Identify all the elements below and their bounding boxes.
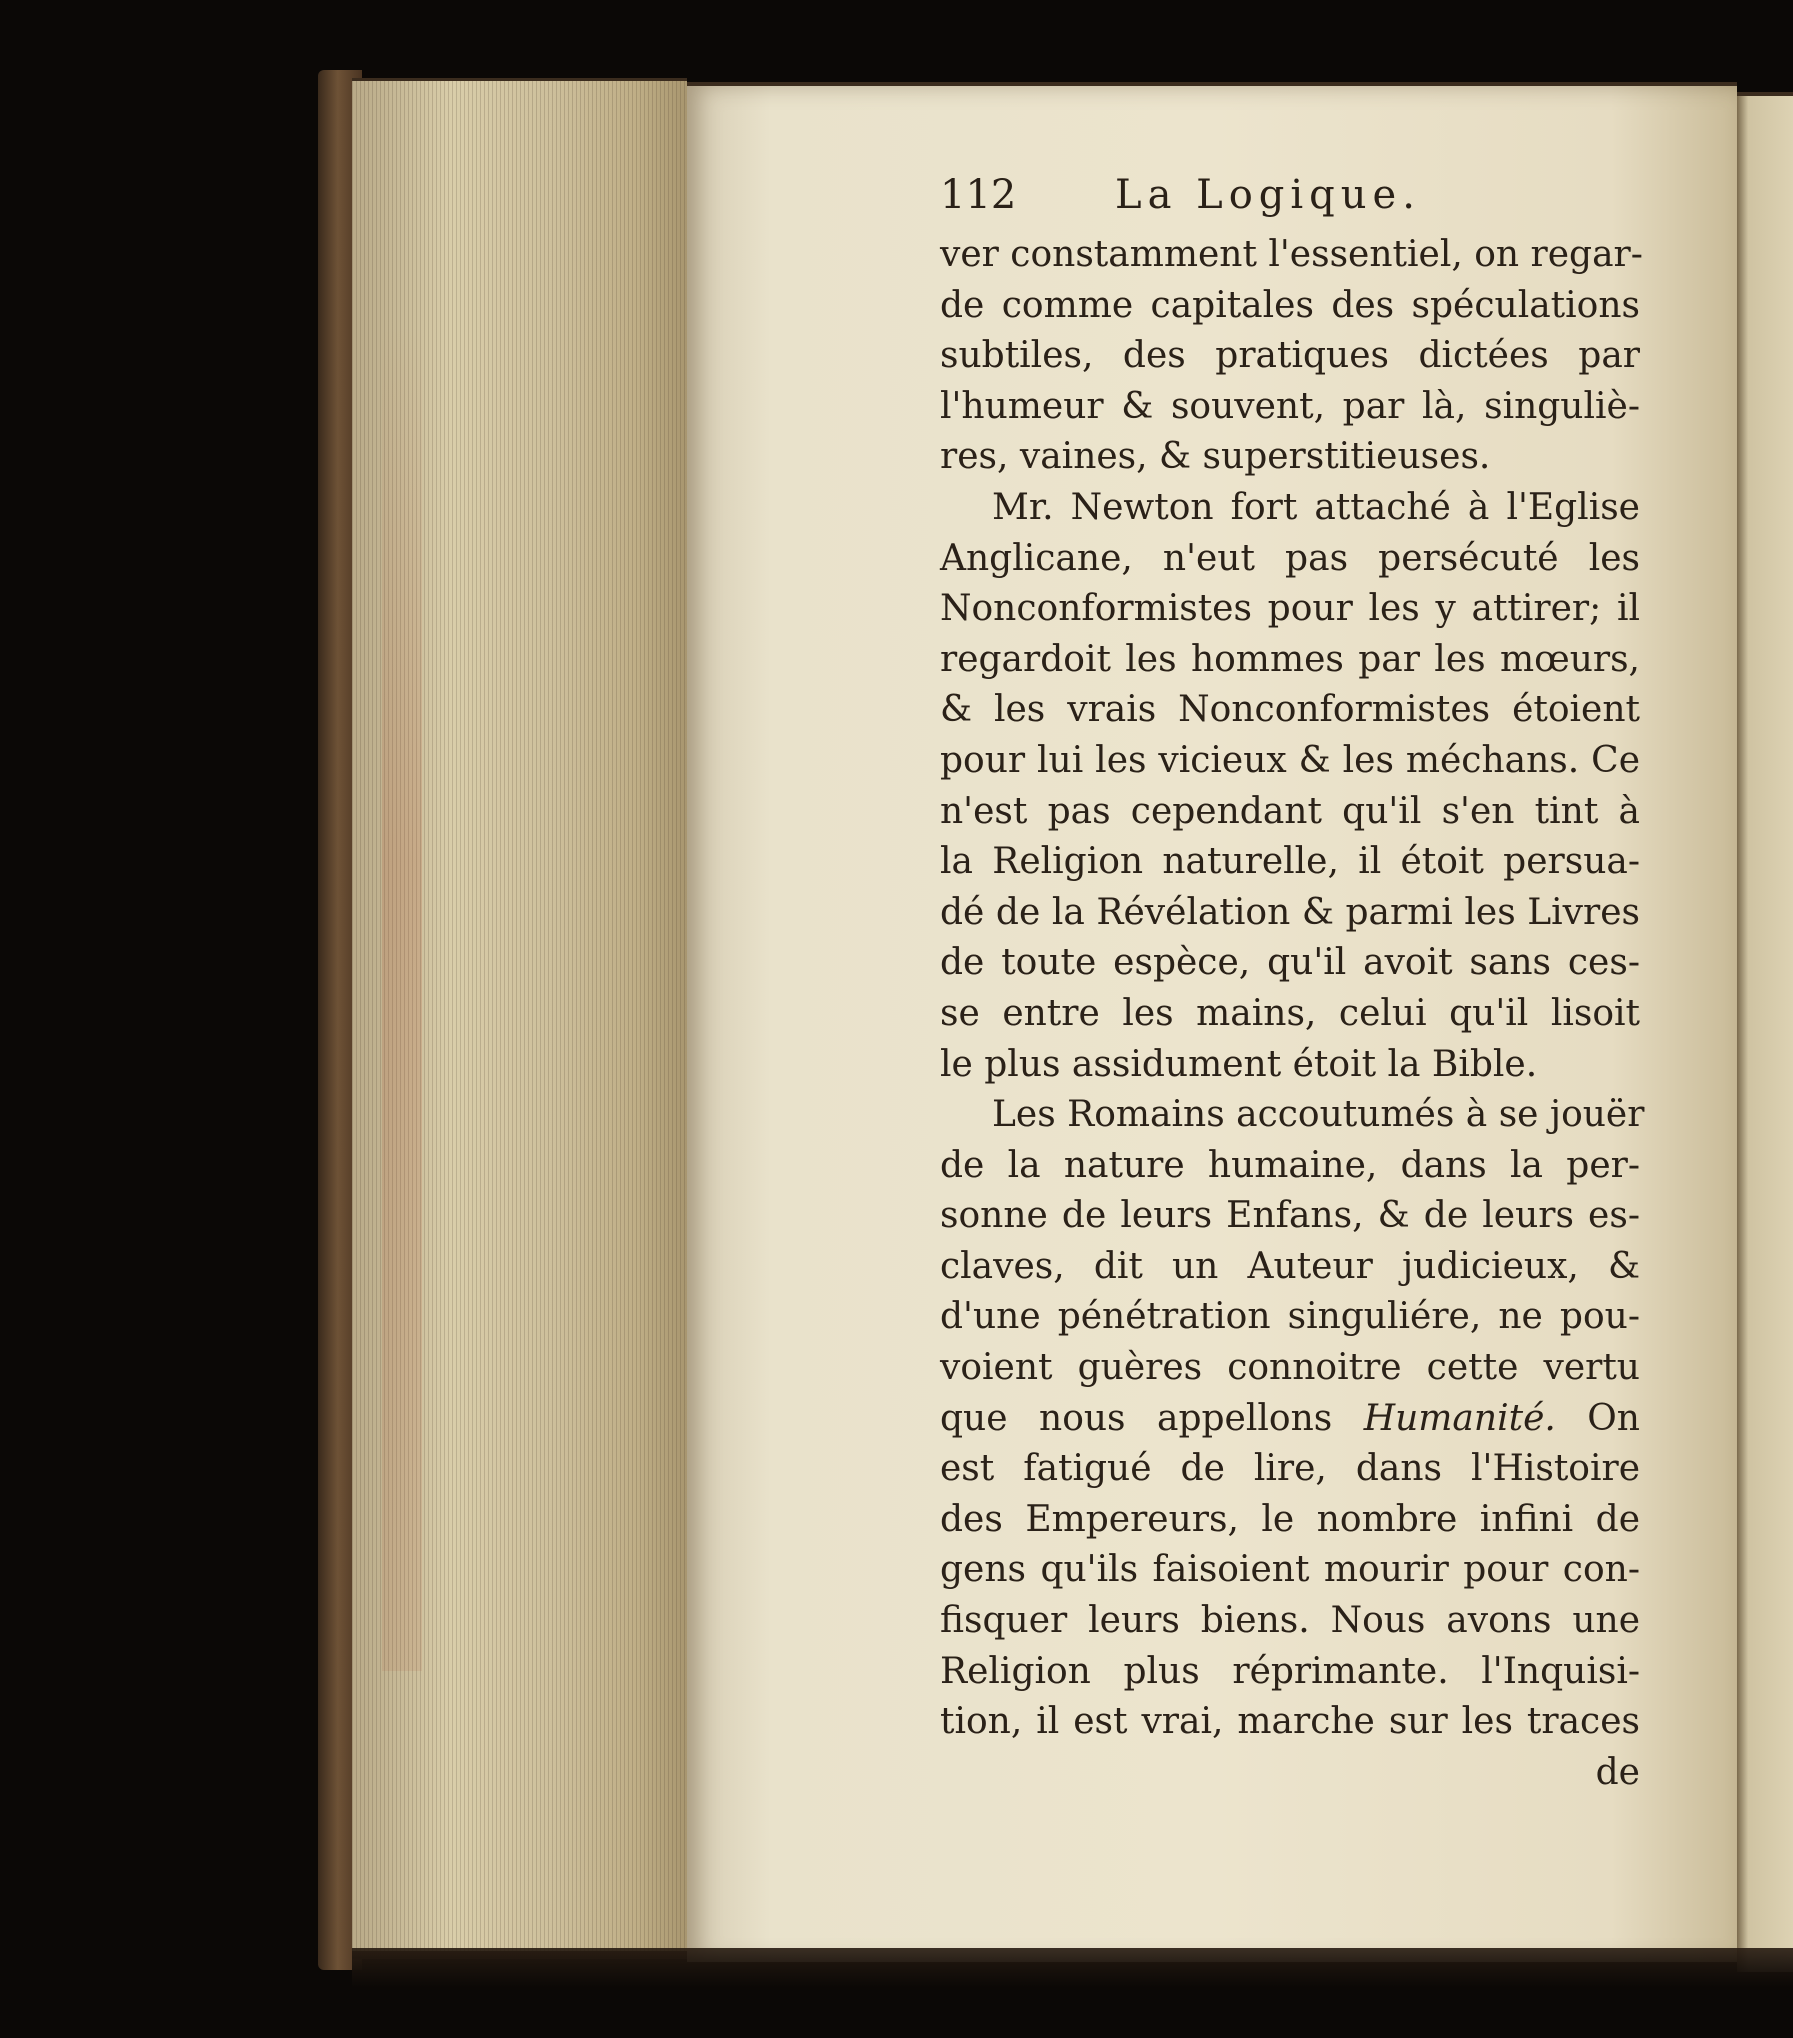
- text-line-mixed: [940, 1394, 1640, 1445]
- text-segment: On: [1587, 1397, 1640, 1439]
- text-line: Religion plus réprimante. l'Inquisi-: [940, 1650, 1640, 1692]
- text-line: pour lui les vicieux & les méchans. Ce: [940, 739, 1640, 781]
- text-line: subtiles, des pratiques dictées par: [940, 335, 1640, 377]
- facing-page-edge: [1737, 92, 1793, 1972]
- text-line: d'une pénétration singuliére, ne pou-: [940, 1296, 1640, 1338]
- text-line: de comme capitales des spéculations: [940, 284, 1640, 326]
- running-head: [940, 172, 1640, 226]
- text-line: Mr. Newton fort attaché à l'Eglise: [992, 486, 1640, 528]
- text-line: de toute espèce, qu'il avoit sans ces-: [940, 942, 1640, 984]
- text-line: l'humeur & souvent, par là, singuliè-: [940, 385, 1640, 427]
- text-line: fisquer leurs biens. Nous avons une: [940, 1600, 1640, 1642]
- text-line: & les vrais Nonconformistes étoient: [940, 689, 1640, 731]
- text-line: est fatigué de lire, dans l'Histoire: [940, 1448, 1640, 1490]
- text-line: dé de la Révélation & parmi les Livres: [940, 891, 1640, 933]
- text-line: regardoit les hommes par les mœurs,: [940, 638, 1640, 680]
- text-line: Anglicane, n'eut pas persécuté les: [940, 537, 1640, 579]
- page-edges: [352, 78, 687, 1959]
- text-line: voient guères connoitre cette vertu: [940, 1347, 1640, 1389]
- bottom-shadow: [352, 1948, 1793, 1988]
- page-number: 112: [940, 172, 1017, 218]
- text-line: Nonconformistes pour les y attirer; il: [940, 588, 1640, 630]
- body-text: [940, 230, 1645, 1798]
- text-line: tion, il est vrai, marche sur les traces: [940, 1701, 1640, 1743]
- text-line: claves, dit un Auteur judicieux, &: [940, 1245, 1640, 1287]
- catchword: de: [1595, 1751, 1640, 1793]
- text-segment: que nous appellons: [940, 1397, 1333, 1439]
- text-line: la Religion naturelle, il étoit persua-: [940, 841, 1640, 883]
- text-line: le plus assidument étoit la Bible.: [940, 1043, 1538, 1085]
- text-line: res, vaines, & superstitieuses.: [940, 436, 1491, 478]
- text-line: sonne de leurs Enfans, & de leurs es-: [940, 1195, 1640, 1237]
- text-line: des Empereurs, le nombre infini de: [940, 1498, 1640, 1540]
- text-line: de la nature humaine, dans la per-: [940, 1144, 1640, 1186]
- running-title: La Logique.: [1115, 172, 1421, 218]
- text-line: Les Romains accoutumés à se jouër: [992, 1094, 1645, 1136]
- text-line: gens qu'ils faisoient mourir pour con-: [940, 1549, 1640, 1591]
- text-line: ver constamment l'essentiel, on regar-: [940, 234, 1643, 275]
- text-line: n'est pas cependant qu'il s'en tint à: [940, 790, 1640, 832]
- italic-word: Humanité.: [1363, 1397, 1556, 1439]
- text-line: se entre les mains, celui qu'il lisoit: [940, 992, 1640, 1034]
